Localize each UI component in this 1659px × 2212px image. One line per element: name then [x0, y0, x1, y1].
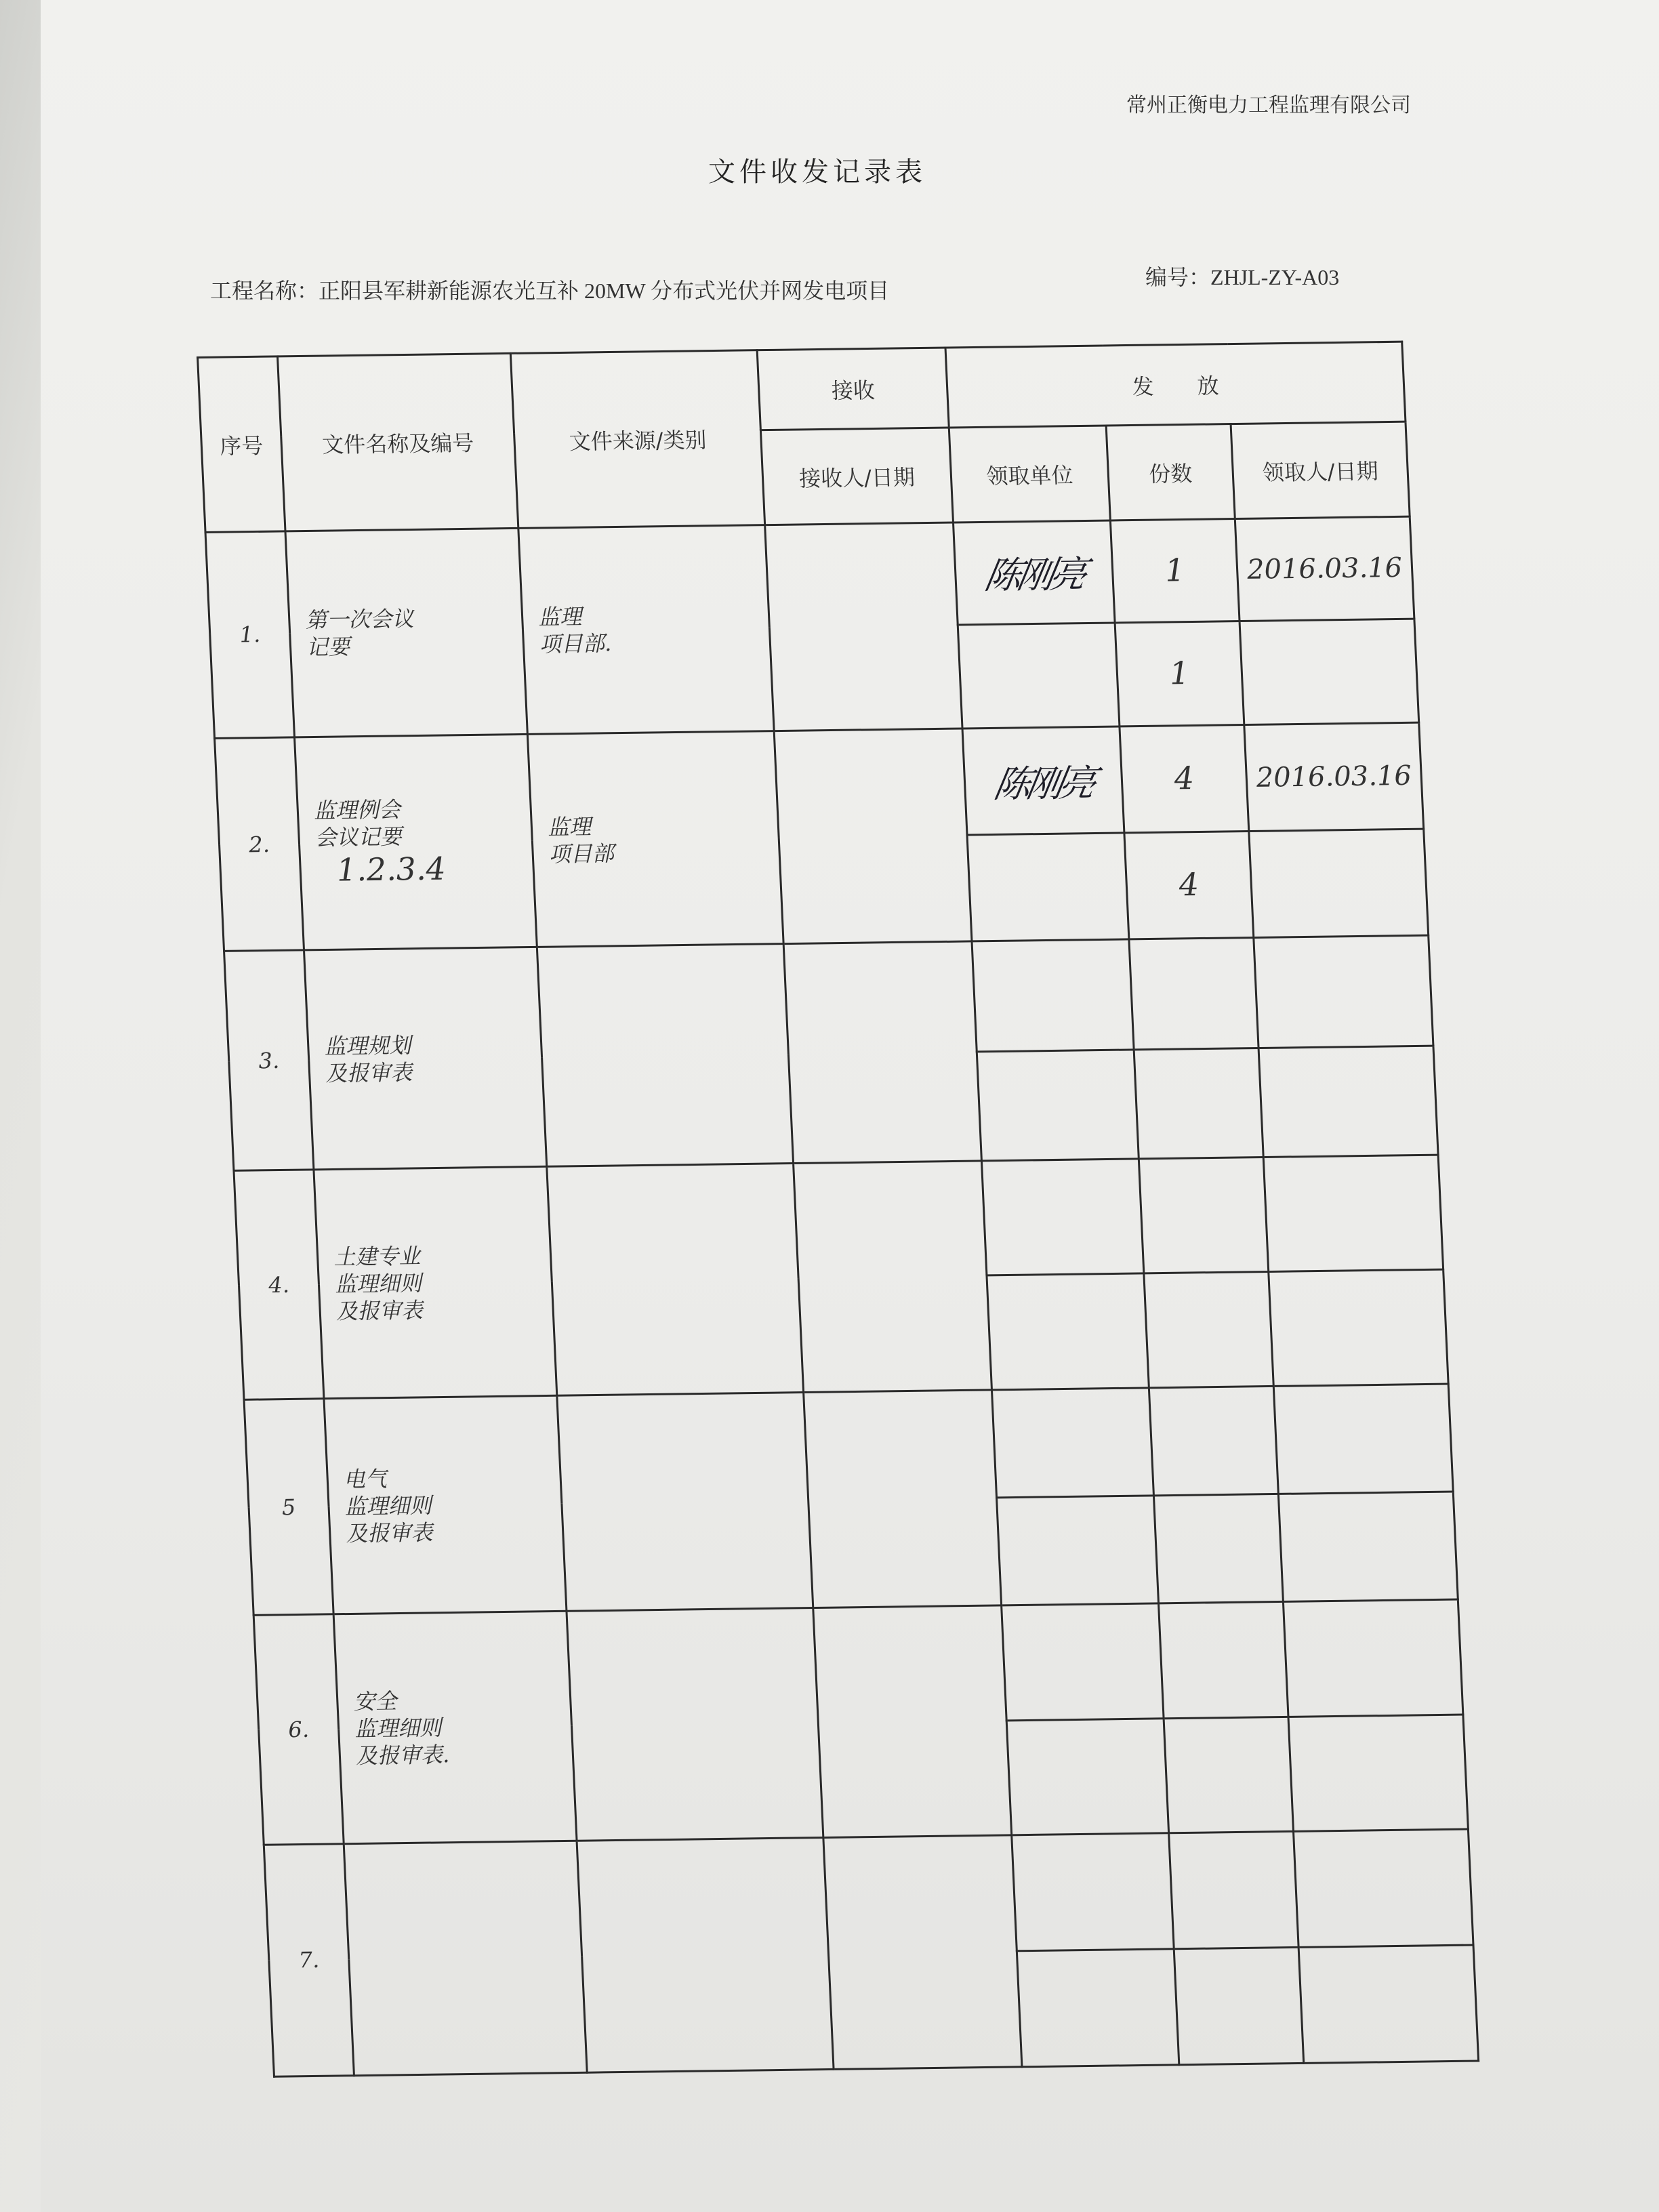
dispatch-copies: 4	[1120, 725, 1249, 833]
row-receiver-date	[804, 1390, 1002, 1608]
row-source	[547, 1164, 804, 1396]
dispatch-copies	[1164, 1717, 1293, 1833]
doc-name-line: 第一次会议	[304, 606, 415, 634]
doc-name-line: 监理细则	[334, 1270, 422, 1297]
doc-name-line: 1.2.3.4	[335, 850, 447, 888]
dispatch-copies	[1144, 1272, 1273, 1389]
table-row	[215, 722, 1424, 844]
header-seq: 序号	[198, 356, 285, 533]
source-line: 项目部	[548, 840, 615, 867]
doc-name-line: 及报审表.	[355, 1742, 450, 1769]
row-seq: 3.	[224, 950, 314, 1171]
dispatch-copies	[1129, 938, 1258, 1050]
header-receive: 接收	[757, 348, 949, 430]
row-doc-name	[314, 1166, 557, 1399]
dispatch-collector-date	[1269, 1269, 1448, 1386]
row-doc-name	[285, 528, 527, 737]
doc-name-line: 及报审表	[335, 1297, 424, 1324]
dispatch-unit	[1012, 1832, 1174, 1950]
dispatch-unit	[972, 939, 1134, 1052]
row-receiver-date	[823, 1835, 1022, 2069]
header-receiver-date: 接收人/日期	[760, 428, 953, 525]
doc-name-line: 记要	[306, 634, 350, 661]
form-title: 文件收发记录表	[708, 157, 926, 188]
dispatch-unit	[1002, 1603, 1164, 1720]
dispatch-unit	[1006, 1718, 1168, 1835]
dispatch-collector-date	[1278, 1492, 1458, 1601]
dispatch-unit	[954, 520, 1115, 625]
dispatch-copies	[1139, 1158, 1268, 1274]
row-doc-name	[295, 734, 537, 950]
dispatch-unit	[981, 1159, 1143, 1275]
header-copies: 份数	[1106, 424, 1235, 520]
row-seq: 1.	[205, 531, 294, 739]
row-receiver-date	[813, 1605, 1012, 1837]
dispatch-collector-date	[1283, 1599, 1462, 1716]
dispatch-copies	[1134, 1048, 1263, 1159]
dispatch-copies: 4	[1124, 832, 1254, 939]
row-source	[557, 1393, 813, 1612]
row-seq: 7.	[264, 1843, 354, 2076]
record-table	[197, 341, 1479, 2078]
dispatch-copies	[1174, 1947, 1304, 2065]
row-seq: 4.	[234, 1170, 324, 1400]
doc-name-line: 安全	[352, 1688, 398, 1715]
dispatch-unit	[997, 1496, 1159, 1605]
header-unit: 领取单位	[949, 426, 1110, 523]
row-seq: 2.	[215, 737, 304, 951]
table-row	[253, 1599, 1463, 1729]
row-source	[577, 1837, 834, 2072]
dispatch-unit	[1017, 1949, 1179, 2067]
table-row	[244, 1384, 1453, 1507]
record-rows	[205, 516, 1479, 2076]
row-receiver-date	[794, 1161, 992, 1393]
dispatch-collector-date	[1273, 1384, 1453, 1494]
dispatch-unit	[962, 726, 1124, 835]
row-doc-name	[333, 1612, 577, 1844]
dispatch-copies	[1153, 1494, 1283, 1603]
header-collector-date: 领取人/日期	[1231, 422, 1410, 518]
dispatch-unit	[991, 1388, 1153, 1498]
dispatch-unit	[958, 623, 1120, 729]
company-name: 常州正衡电力工程监理有限公司	[1126, 94, 1411, 117]
table-row	[264, 1829, 1473, 1961]
doc-name-line: 及报审表	[345, 1519, 434, 1547]
dispatch-collector-date	[1254, 935, 1433, 1048]
dispatch-copies: 1	[1110, 519, 1240, 623]
row-seq: 5	[244, 1399, 333, 1616]
doc-name-line: 及报审表	[325, 1059, 413, 1086]
header-dispatch: 发 放	[945, 342, 1406, 428]
dispatch-copies	[1149, 1387, 1278, 1496]
dispatch-collector-date: 2016.03.16	[1244, 722, 1424, 831]
project-name: 正阳县军耕新能源农光互补 20MW 分布式光伏并网发电项目	[319, 279, 890, 303]
dispatch-collector-date	[1258, 1046, 1438, 1157]
header-doc-name: 文件名称及编号	[278, 353, 518, 531]
dispatch-collector-date	[1249, 829, 1429, 937]
row-doc-name	[324, 1396, 567, 1615]
dispatch-collector-date	[1298, 1945, 1478, 2064]
table-row	[234, 1155, 1443, 1285]
doc-name-line: 土建专业	[333, 1243, 421, 1270]
source-line: 监理	[547, 813, 592, 840]
dispatch-collector-date: 2016.03.16	[1235, 516, 1414, 621]
dispatch-unit	[987, 1273, 1149, 1390]
row-source	[567, 1608, 823, 1841]
dispatch-unit	[977, 1050, 1139, 1161]
doc-name-line: 监理细则	[354, 1715, 442, 1742]
source-line: 项目部.	[539, 630, 612, 658]
row-doc-name	[304, 947, 547, 1170]
dispatch-copies	[1159, 1602, 1288, 1719]
project-line	[210, 274, 889, 305]
row-receiver-date	[783, 941, 981, 1164]
row-seq: 6.	[253, 1614, 344, 1845]
signature: 陈刚亮	[981, 553, 1086, 598]
code-label: 编号：	[1145, 265, 1211, 289]
dispatch-copies: 1	[1115, 621, 1244, 726]
dispatch-collector-date	[1263, 1155, 1443, 1271]
dispatch-copies	[1169, 1831, 1299, 1949]
signature: 陈刚亮	[990, 761, 1096, 806]
project-label: 工程名称：	[210, 279, 319, 303]
row-source	[537, 944, 793, 1167]
doc-name-line: 监理规划	[323, 1031, 412, 1059]
code-line	[1145, 260, 1339, 291]
dispatch-collector-date	[1240, 619, 1419, 724]
doc-name-line: 监理例会	[312, 796, 401, 823]
table-row	[224, 935, 1433, 1061]
doc-name-line: 电气	[342, 1466, 388, 1492]
dispatch-unit	[967, 833, 1129, 941]
row-doc-name	[344, 1841, 587, 2076]
row-source	[527, 731, 783, 947]
table-row	[205, 516, 1414, 634]
source-line: 监理	[537, 604, 583, 631]
code-value: ZHJL-ZY-A03	[1210, 265, 1340, 289]
row-receiver-date	[765, 523, 962, 731]
header-source: 文件来源/类别	[510, 350, 764, 529]
row-receiver-date	[774, 729, 972, 944]
dispatch-collector-date	[1294, 1829, 1473, 1947]
row-source	[518, 525, 774, 735]
dispatch-collector-date	[1288, 1715, 1468, 1831]
doc-name-line: 会议记要	[314, 823, 403, 851]
doc-name-line: 监理细则	[344, 1492, 432, 1519]
